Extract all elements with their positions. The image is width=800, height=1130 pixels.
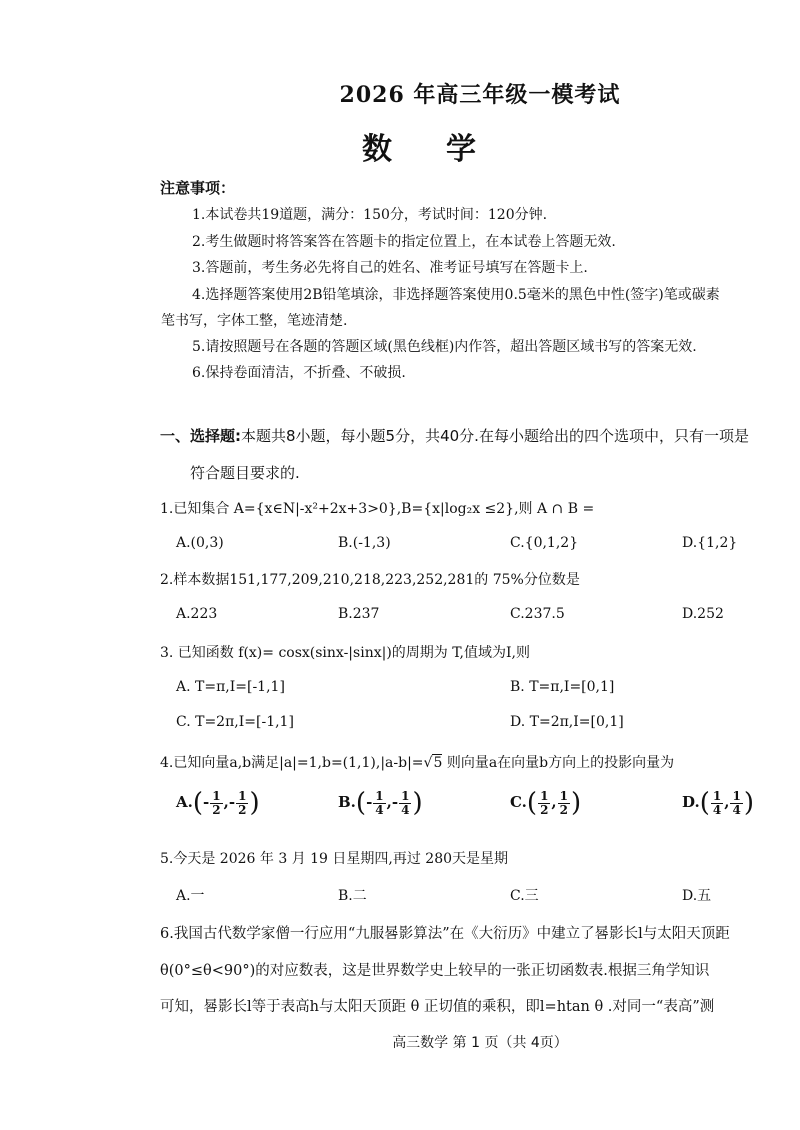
q4-option-b: B.(- $\frac{1}{4}$ ,- $\frac{1}{4}$ ) xyxy=(338,788,423,818)
sqrt-symbol: √5 xyxy=(423,755,443,771)
question-6-line-1: 6.我国古代数学家僧一行应用“九服晷影算法”在《大衍历》中建立了晷影长l与太阳天顶距 xyxy=(160,926,730,942)
section-description-cont: 符合题目要求的. xyxy=(190,464,300,482)
q4-option-c: C.( $\frac{1}{2}$ , $\frac{1}{2}$ ) xyxy=(510,788,582,818)
section-description: 本题共8小题，每小题5分，共40分.在每小题给出的四个选项中，只有一项是 xyxy=(241,427,749,445)
q1-option-c: C.{0,1,2} xyxy=(510,535,579,551)
q1-option-a: A.(0,3) xyxy=(176,535,224,551)
notice-item-5: 5.请按照题号在各题的答题区域(黑色线框)内作答，超出答题区域书写的答案无效. xyxy=(192,339,697,355)
notice-heading: 注意事项： xyxy=(160,179,236,197)
section-heading: 一、选择题: xyxy=(160,427,241,445)
q5-option-c: C.三 xyxy=(510,888,539,904)
notice-item-2: 2.考生做题时将答案答在答题卡的指定位置上，在本试卷上答题无效. xyxy=(192,234,616,250)
question-6-line-2: θ(0°≤θ<90°)的对应数表，这是世界数学史上较早的一张正切函数表.根据三角学知识 xyxy=(160,963,710,979)
q3-option-a: A. T=π,I=[-1,1] xyxy=(176,679,285,695)
q5-option-d: D.五 xyxy=(682,888,712,904)
q2-option-d: D.252 xyxy=(682,606,724,622)
q3-option-d: D. T=2π,I=[0,1] xyxy=(510,714,624,730)
exam-title: 2026 年高三年级一模考试 xyxy=(339,82,621,108)
notice-item-1: 1.本试卷共19道题，满分：150分，考试时间：120分钟. xyxy=(192,207,548,223)
notice-item-3: 3.答题前，考生务必先将自己的姓名、准考证号填写在答题卡上. xyxy=(192,260,588,276)
q1-option-b: B.(-1,3) xyxy=(338,535,391,551)
question-3-stem: 3. 已知函数 f(x)= cosx(sinx-|sinx|)的周期为 T,值域为I,则 xyxy=(160,645,530,661)
question-4-stem: 4.已知向量a,b满足|a|=1,b=(1,1),|a-b|=√5 则向量a在向量b方向上的投影向量为 xyxy=(160,755,675,771)
question-5-stem: 5.今天是 2026 年 3 月 19 日星期四,再过 280天是星期 xyxy=(160,851,509,867)
q3-option-c: C. T=2π,I=[-1,1] xyxy=(176,714,294,730)
question-1-stem: 1.已知集合 A={x∈N|-x²+2x+3>0},B={x|log₂x ≤2},则 A ∩ B = xyxy=(160,501,595,517)
q5-option-b: B.二 xyxy=(338,888,367,904)
q3-option-b: B. T=π,I=[0,1] xyxy=(510,679,615,695)
section-heading-line xyxy=(160,425,749,446)
q5-option-a: A.一 xyxy=(176,888,205,904)
question-6-line-3: 可知，晷影长l等于表高h与太阳天顶距 θ 正切值的乘积，即l=htan θ .对同一“表高”测 xyxy=(160,999,715,1015)
subject-title: 数学 xyxy=(362,132,530,167)
q2-option-b: B.237 xyxy=(338,606,380,622)
page-footer: 高三数学 第 1 页（共 4页） xyxy=(392,1035,568,1051)
notice-item-6: 6.保持卷面清洁，不折叠、不破损. xyxy=(192,365,406,381)
q2-option-a: A.223 xyxy=(176,606,218,622)
notice-item-4-cont: 笔书写，字体工整，笔迹清楚. xyxy=(161,313,348,329)
q1-option-d: D.{1,2} xyxy=(682,535,738,551)
q4-option-d: D.( $\frac{1}{4}$ , $\frac{1}{4}$ ) xyxy=(682,788,754,818)
q2-option-c: C.237.5 xyxy=(510,606,565,622)
notice-item-4: 4.选择题答案使用2B铅笔填涂，非选择题答案使用0.5毫米的黑色中性(签字)笔或碳素 xyxy=(192,287,720,303)
q4-option-a: A.(- $\frac{1}{2}$ ,- $\frac{1}{2}$ ) xyxy=(176,788,260,818)
question-2-stem: 2.样本数据151,177,209,210,218,223,252,281的 75%分位数是 xyxy=(160,572,580,588)
